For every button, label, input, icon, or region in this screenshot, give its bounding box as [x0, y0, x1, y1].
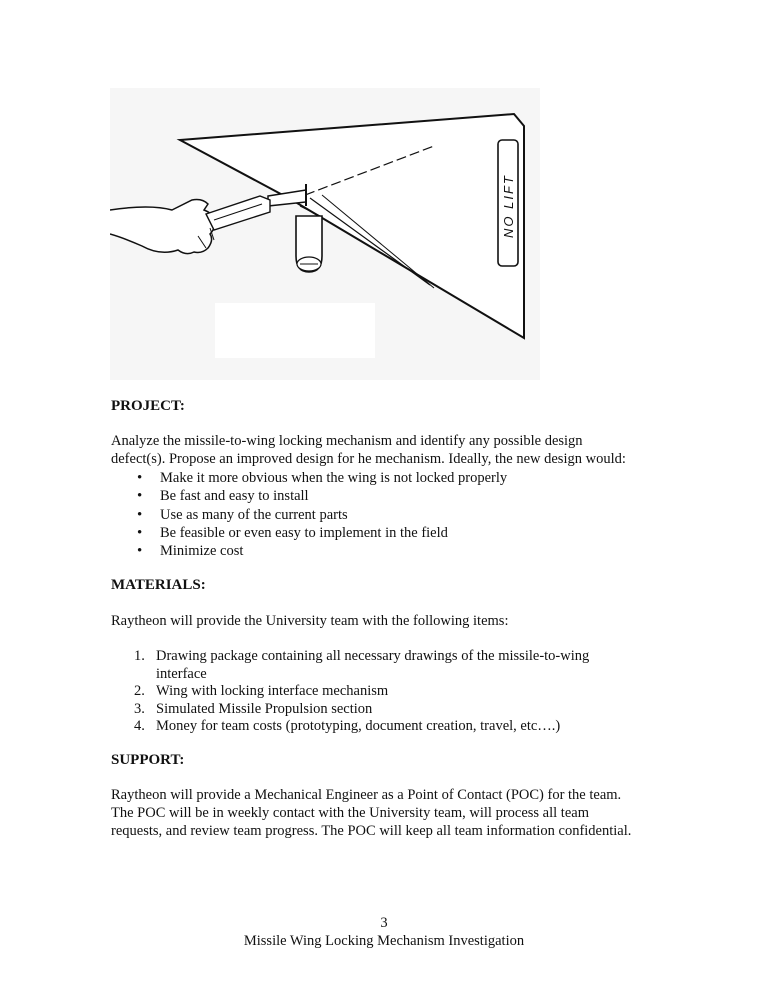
list-item — [111, 718, 631, 736]
item-text-continued: interface — [156, 665, 207, 682]
list-item: • Use as many of the current parts — [111, 506, 507, 524]
support-line-2: The POC will be in weekly contact with the University team, will process all team — [111, 805, 589, 821]
list-item: • Be fast and easy to install — [111, 487, 507, 505]
item-text: Drawing package containing all necessary drawings of the missile-to-wing — [156, 648, 590, 664]
item-text: Wing with locking interface mechanism — [156, 683, 389, 699]
item-text: Money for team costs (prototyping, document creation, travel, etc….) — [156, 718, 561, 734]
materials-heading: MATERIALS: — [111, 577, 206, 593]
item-number: 1. — [134, 648, 145, 664]
project-intro-line-2: defect(s). Propose an improved design for he mechanism. Ideally, the new design would: — [111, 451, 626, 467]
project-goals-list — [111, 469, 507, 560]
no-lift-sign-text: NO LIFT — [501, 174, 516, 238]
support-line-3: requests, and review team progress. The POC will keep all team information confidential. — [111, 823, 632, 839]
item-number: 3. — [134, 700, 145, 717]
item-number: 4. — [134, 718, 145, 734]
list-item: • Make it more obvious when the wing is not locked properly — [111, 469, 507, 487]
materials-list — [111, 648, 631, 736]
project-intro-line-1: Analyze the missile-to-wing locking mechanism and identify any possible design — [111, 433, 583, 449]
support-line-1: Raytheon will provide a Mechanical Engineer as a Point of Contact (POC) for the team. — [111, 787, 622, 803]
project-heading: PROJECT: — [111, 398, 185, 414]
list-item: • Be feasible or even easy to implement in the field — [111, 524, 507, 542]
list-item — [111, 701, 631, 719]
support-heading: SUPPORT: — [111, 752, 185, 768]
item-number: 2. — [134, 683, 145, 699]
footer-title: Missile Wing Locking Mechanism Investigation — [243, 933, 525, 949]
list-item: • Minimize cost — [111, 542, 507, 560]
wing-illustration — [110, 88, 540, 380]
item-text: Simulated Missile Propulsion section — [156, 700, 373, 717]
page-number: 3 — [380, 915, 388, 931]
list-item — [111, 648, 631, 683]
materials-intro: Raytheon will provide the University team with the following items: — [111, 613, 509, 629]
list-item — [111, 683, 631, 701]
